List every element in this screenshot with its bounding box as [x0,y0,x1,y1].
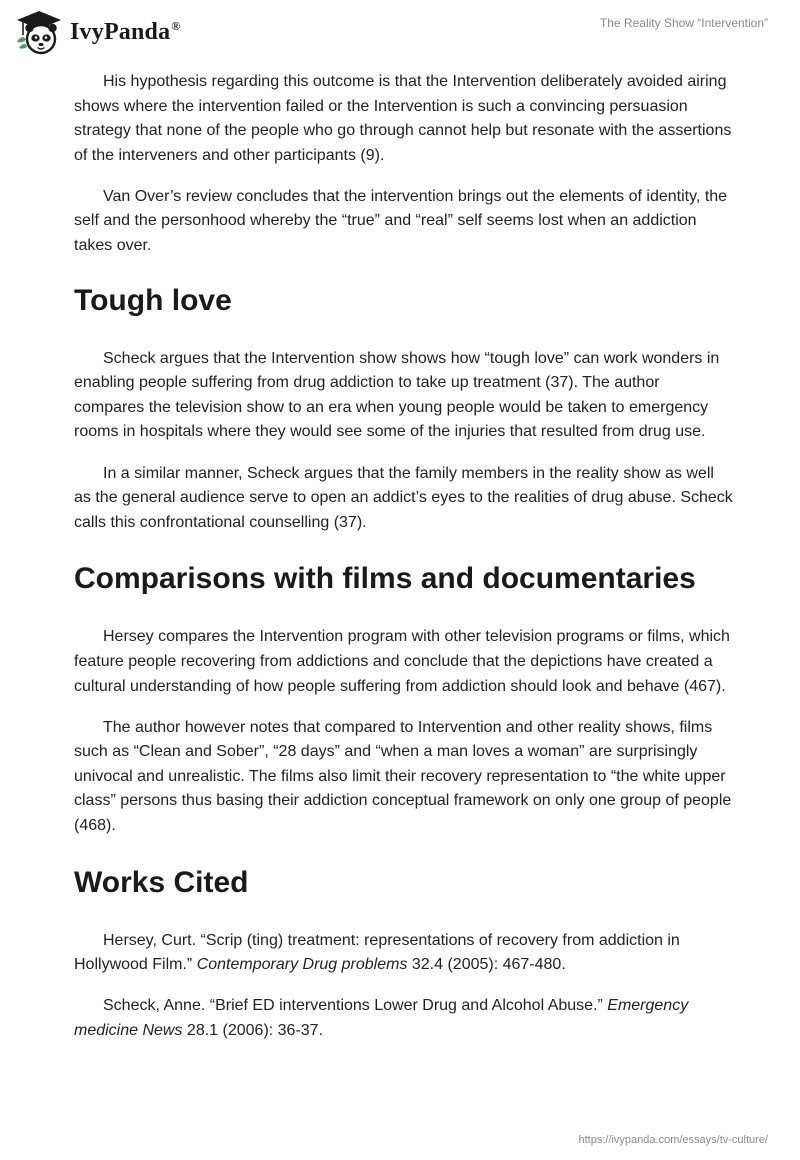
citation-text: Hersey, Curt. “Scrip (ting) treatment: representations of recovery from addiction in Hollywood Film.” [74,931,680,974]
citation-entry [74,929,734,978]
citation-entry [74,994,734,1043]
citation-text: Scheck, Anne. “Brief ED interventions Lower Drug and Alcohol Abuse.” [103,997,608,1015]
paragraph: The author however notes that compared to Intervention and other reality shows, films such as “Clean and Sober”, “28 days” and “when a man loves a woman” are surprisingly univocal and unrealistic. The films also limit their recovery representation to “the white upper class” persons thus basing their addiction conceptual framework on only one group of people (468). [74,718,732,834]
section-works-cited [74,865,734,1044]
citation-details: 32.4 (2005): 467-480. [407,956,566,974]
registered-mark: ® [171,18,181,33]
paragraph: Scheck argues that the Intervention show shows how “tough love” can work wonders in enabling people suffering from drug addiction to take up treatment (37). The author compares the television show to an era when young people would be taken to emergency rooms in hospitals where they would see some of the injuries that resulted from drug use. [74,349,720,441]
brand-text: IvyPanda [70,18,171,45]
citation-details: 28.1 (2006): 36-37. [182,1021,324,1039]
citation-journal: Contemporary Drug problems [196,956,408,974]
section-tough-love [74,283,734,536]
section-heading: Comparisons with films and documentaries [74,562,696,596]
citation-journal: Emergency medicine News [74,997,689,1039]
paragraph: Hersey compares the Intervention program with other television programs or films, which feature people recovering from addictions and conclude that the depictions have created a cultural understanding of how people suffering from addiction should look and behave (467). [74,628,730,695]
document-title: The Reality Show “Intervention” [599,16,768,30]
section-intro [74,70,734,259]
source-url[interactable]: https://ivypanda.com/essays/tv-culture/ [578,1134,768,1146]
panda-graduate-icon [14,9,64,55]
ivypanda-logo[interactable] [14,8,180,56]
brand-name [70,19,180,46]
section-comparisons [74,561,734,838]
section-heading: Tough love [74,283,232,317]
paragraph: In a similar manner, Scheck argues that the family members in the reality show as well as the general audience serve to open an addict’s eyes to the realities of drug abuse. Scheck calls this confrontational counselling (37). [74,464,733,531]
page-header [0,0,800,64]
works-cited-heading: Works Cited [74,865,249,899]
paragraph: His hypothesis regarding this outcome is that the Intervention deliberately avoided airing shows where the intervention failed or the Intervention is such a convincing persuasion strategy that none of the people who go through cannot help but resonate with the assertions of the interveners and other participants (9). [74,73,732,164]
essay-body [74,70,734,1060]
paragraph: Van Over’s review concludes that the intervention brings out the elements of identity, the self and the personhood whereby the “true” and “real” self seems lost when an addiction takes over. [74,187,728,255]
